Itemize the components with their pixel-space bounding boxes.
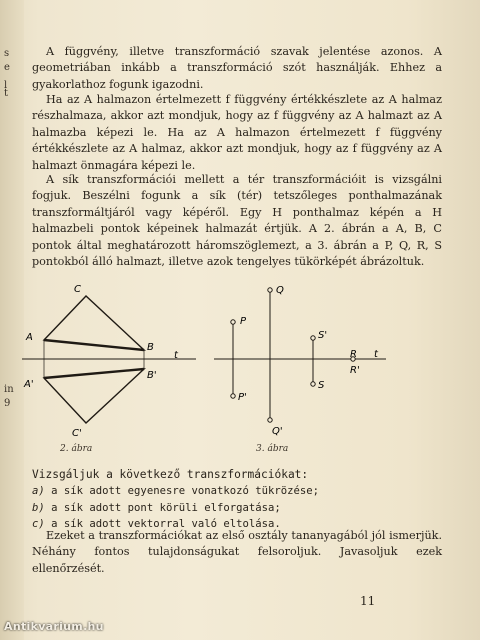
watermark: Antikvarium.hu [4, 620, 104, 633]
point-s [311, 382, 315, 386]
label-a-prime: A' [24, 379, 34, 390]
figure-2-caption: 2. ábra [60, 444, 93, 454]
paragraph-3 [32, 172, 442, 270]
label-q: Q [276, 285, 284, 296]
label-p-prime: P' [238, 392, 247, 403]
paragraph-5 [32, 528, 442, 577]
transformations-intro: Vizsgáljuk a következő transzformációkat: [32, 468, 309, 481]
label-b-prime: B' [147, 370, 157, 381]
list-marker: a) [32, 485, 45, 498]
label-s-prime: S' [318, 330, 328, 341]
label-a: A [26, 332, 33, 343]
transformations-section [32, 467, 442, 533]
label-r: R [350, 349, 357, 360]
point-q [268, 288, 272, 292]
point-p [231, 320, 235, 324]
paragraph-text: A sík transzformációi mellett a tér transzformációit is vizsgálni fogjuk. Beszélni fogunk a sík (tér) tetszőleges ponthalmazának transzformáltjáról vagy képéről. Egy H ponthalmaz képén a H halmazbeli pontok képeinek halmazát értjük. A 2. ábrán a A, B, C pontok által meghatározott háromszöglemezt, a 3. ábrán a P, Q, R, S pontokból álló halmazt, illetve azok tengelyes tükörképét ábrázoltuk. [32, 173, 442, 269]
figure-3-caption: 3. ábra [256, 444, 289, 454]
label-s: S [318, 380, 325, 391]
margin-char: l [4, 80, 8, 91]
paragraph-1 [32, 44, 442, 93]
list-item [32, 483, 442, 499]
margin-char: e [4, 62, 10, 73]
list-marker: c) [32, 518, 45, 531]
side-ab [44, 340, 144, 350]
label-c-prime: C' [72, 428, 82, 439]
transformations-list [32, 483, 442, 532]
margin-char: s [4, 48, 10, 59]
label-c: C [74, 284, 81, 295]
margin-char: in [4, 384, 14, 395]
label-q-prime: Q' [272, 426, 283, 437]
point-p-prime [231, 394, 235, 398]
margin-char: t [4, 88, 9, 99]
point-q-prime [268, 418, 272, 422]
list-text: a sík adott pont körüli elforgatása; [44, 501, 281, 514]
paragraph-2 [32, 92, 442, 174]
list-item [32, 500, 442, 516]
figure-3 [210, 280, 390, 460]
list-text: a sík adott egyenesre vonatkozó tükrözése; [44, 485, 320, 498]
page-number: 11 [360, 594, 376, 608]
side-a2b2 [44, 369, 144, 378]
figure-2 [14, 280, 204, 460]
list-text: a sík adott vektorral való eltolása. [44, 518, 281, 531]
label-t: t [374, 349, 378, 360]
list-marker: b) [32, 501, 45, 514]
label-p: P [240, 316, 247, 327]
label-t: t [174, 350, 178, 361]
label-r-prime: R' [350, 365, 360, 376]
margin-char: 9 [4, 398, 11, 409]
paragraph-text: Ezeket a transzformációkat az első osztály tananyagából jól ismerjük. Néhány fontos tulajdonságukat felsoroljuk. Javasoljuk ezek ellenőrzését. [32, 529, 442, 575]
paragraph-text: A függvény, illetve transzformáció szavak jelentése azonos. A geometriában inkább a transzformáció szót használják. Ehhez a gyakorlathoz fogunk igazodni. [32, 45, 442, 91]
point-s-prime [311, 336, 315, 340]
label-b: B [147, 342, 154, 353]
paragraph-text: Ha az A halmazon értelmezett f függvény értékkészlete az A halmaz részhalmaza, akkor azt mondjuk, hogy az f függvény az A halmazt az A halmazba képezi le. Ha az A halmazon értelmezett f függvény értékkészlete az A halmaz, akkor azt mondjuk, hogy az f függvény az A halmazt önmagára képezi le. [32, 93, 442, 172]
